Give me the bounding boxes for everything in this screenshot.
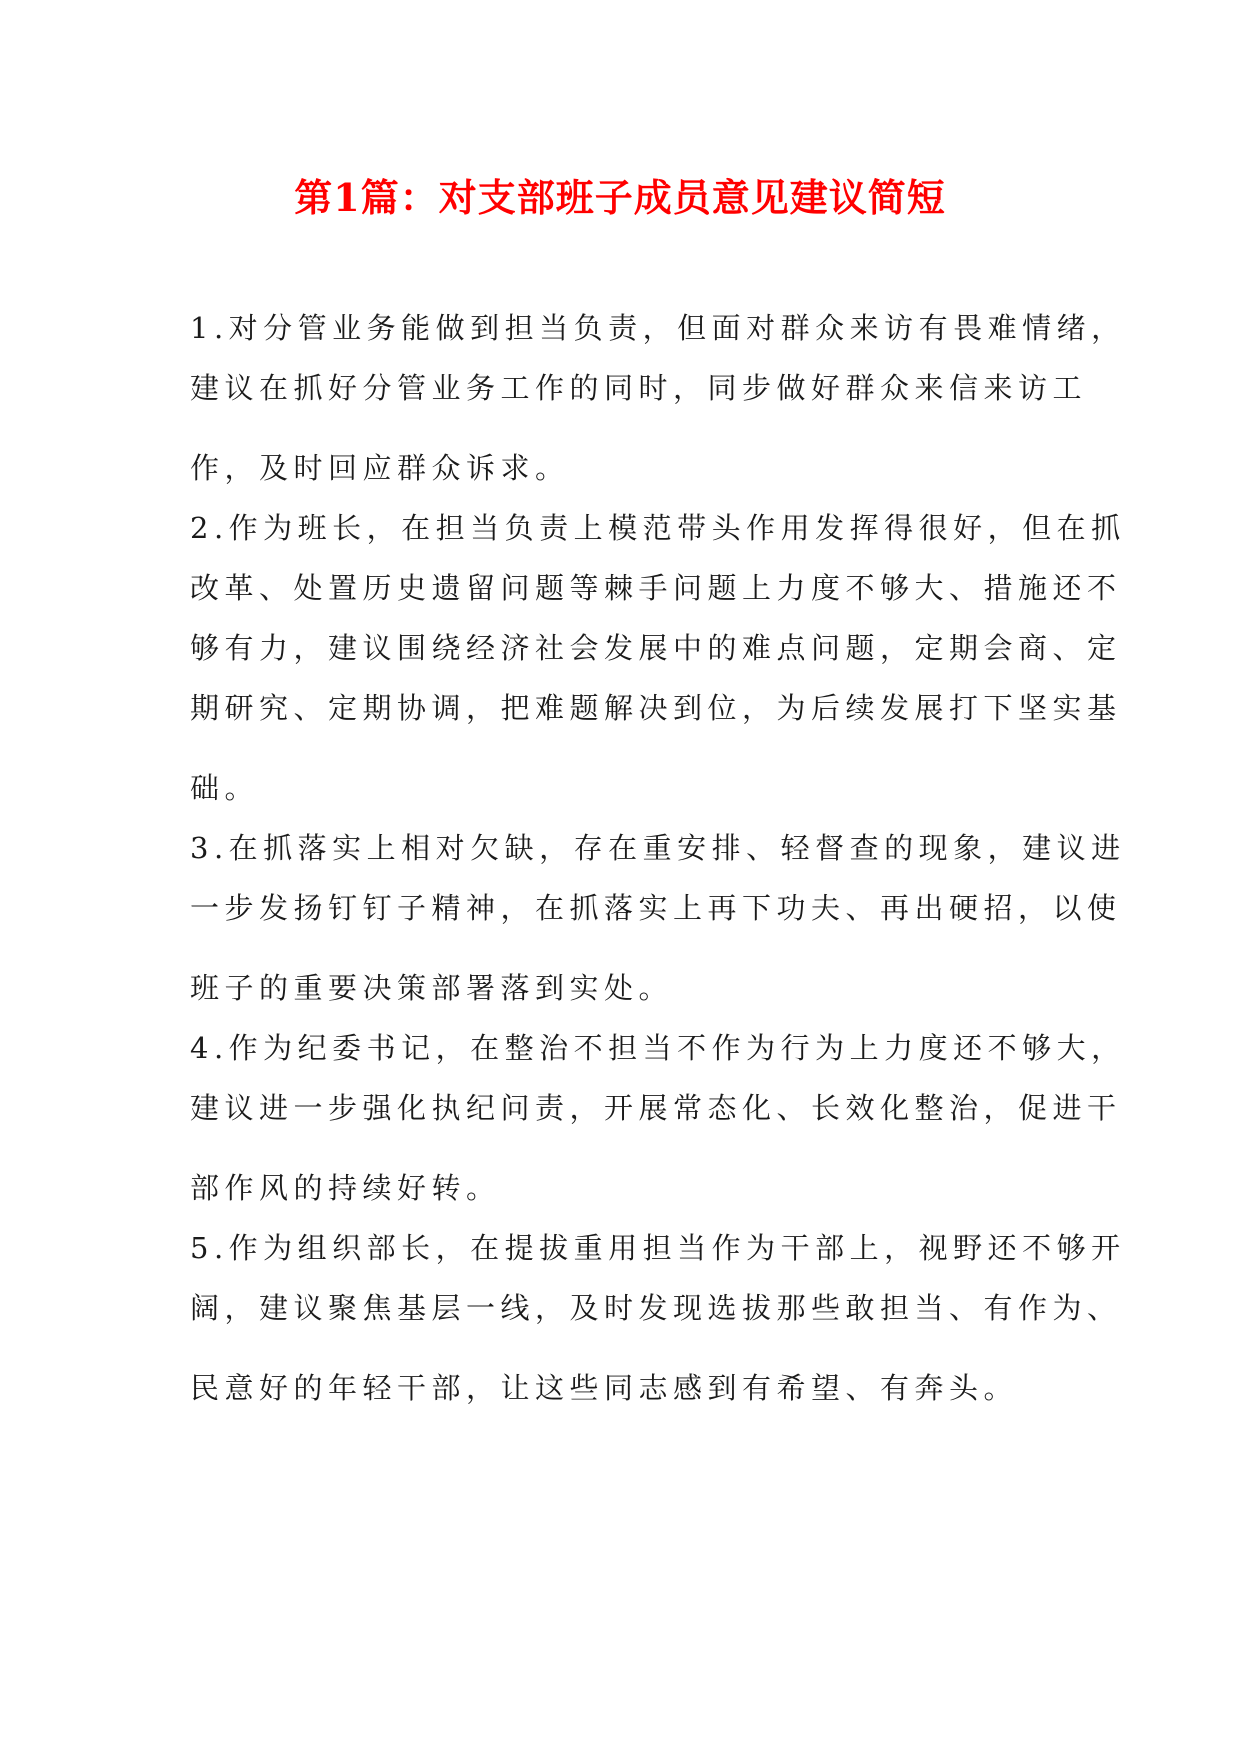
paragraph-line: 期研究、定期协调，把难题解决到位，为后续发展打下坚实基 bbox=[190, 691, 1122, 725]
paragraph-line: 3.在抓落实上相对欠缺，存在重安排、轻督查的现象，建议进 bbox=[190, 831, 1126, 865]
paragraph-line: 作，及时回应群众诉求。 bbox=[190, 451, 570, 485]
document-body bbox=[190, 298, 1126, 1418]
paragraph-1 bbox=[190, 298, 1126, 498]
paragraph-line: 阔，建议聚焦基层一线，及时发现选拔那些敢担当、有作为、 bbox=[190, 1291, 1122, 1325]
paragraph-line: 民意好的年轻干部，让这些同志感到有希望、有奔头。 bbox=[190, 1371, 1019, 1405]
paragraph-2 bbox=[190, 498, 1126, 818]
paragraph-line: 一步发扬钉钉子精神，在抓落实上再下功夫、再出硬招，以使 bbox=[190, 891, 1122, 925]
document-title: 第1篇：对支部班子成员意见建议简短 bbox=[294, 175, 946, 220]
paragraph-line: 班子的重要决策部署落到实处。 bbox=[190, 971, 674, 1005]
paragraph-line: 础。 bbox=[190, 771, 260, 805]
paragraph-line: 改革、处置历史遗留问题等棘手问题上力度不够大、措施还不 bbox=[190, 571, 1122, 605]
paragraph-line: 4.作为纪委书记，在整治不担当不作为行为上力度还不够大， bbox=[190, 1031, 1126, 1065]
paragraph-line: 5.作为组织部长，在提拔重用担当作为干部上，视野还不够开 bbox=[190, 1231, 1126, 1265]
paragraph-line: 1.对分管业务能做到担当负责，但面对群众来访有畏难情绪， bbox=[190, 311, 1126, 345]
paragraph-5 bbox=[190, 1218, 1126, 1418]
paragraph-line: 部作风的持续好转。 bbox=[190, 1171, 501, 1205]
paragraph-3 bbox=[190, 818, 1126, 1018]
paragraph-line: 2.作为班长，在担当负责上模范带头作用发挥得很好，但在抓 bbox=[190, 511, 1126, 545]
paragraph-4 bbox=[190, 1018, 1126, 1218]
paragraph-line: 够有力，建议围绕经济社会发展中的难点问题，定期会商、定 bbox=[190, 631, 1122, 665]
paragraph-line: 建议在抓好分管业务工作的同时，同步做好群众来信来访工 bbox=[190, 371, 1088, 405]
paragraph-line: 建议进一步强化执纪问责，开展常态化、长效化整治，促进干 bbox=[190, 1091, 1122, 1125]
